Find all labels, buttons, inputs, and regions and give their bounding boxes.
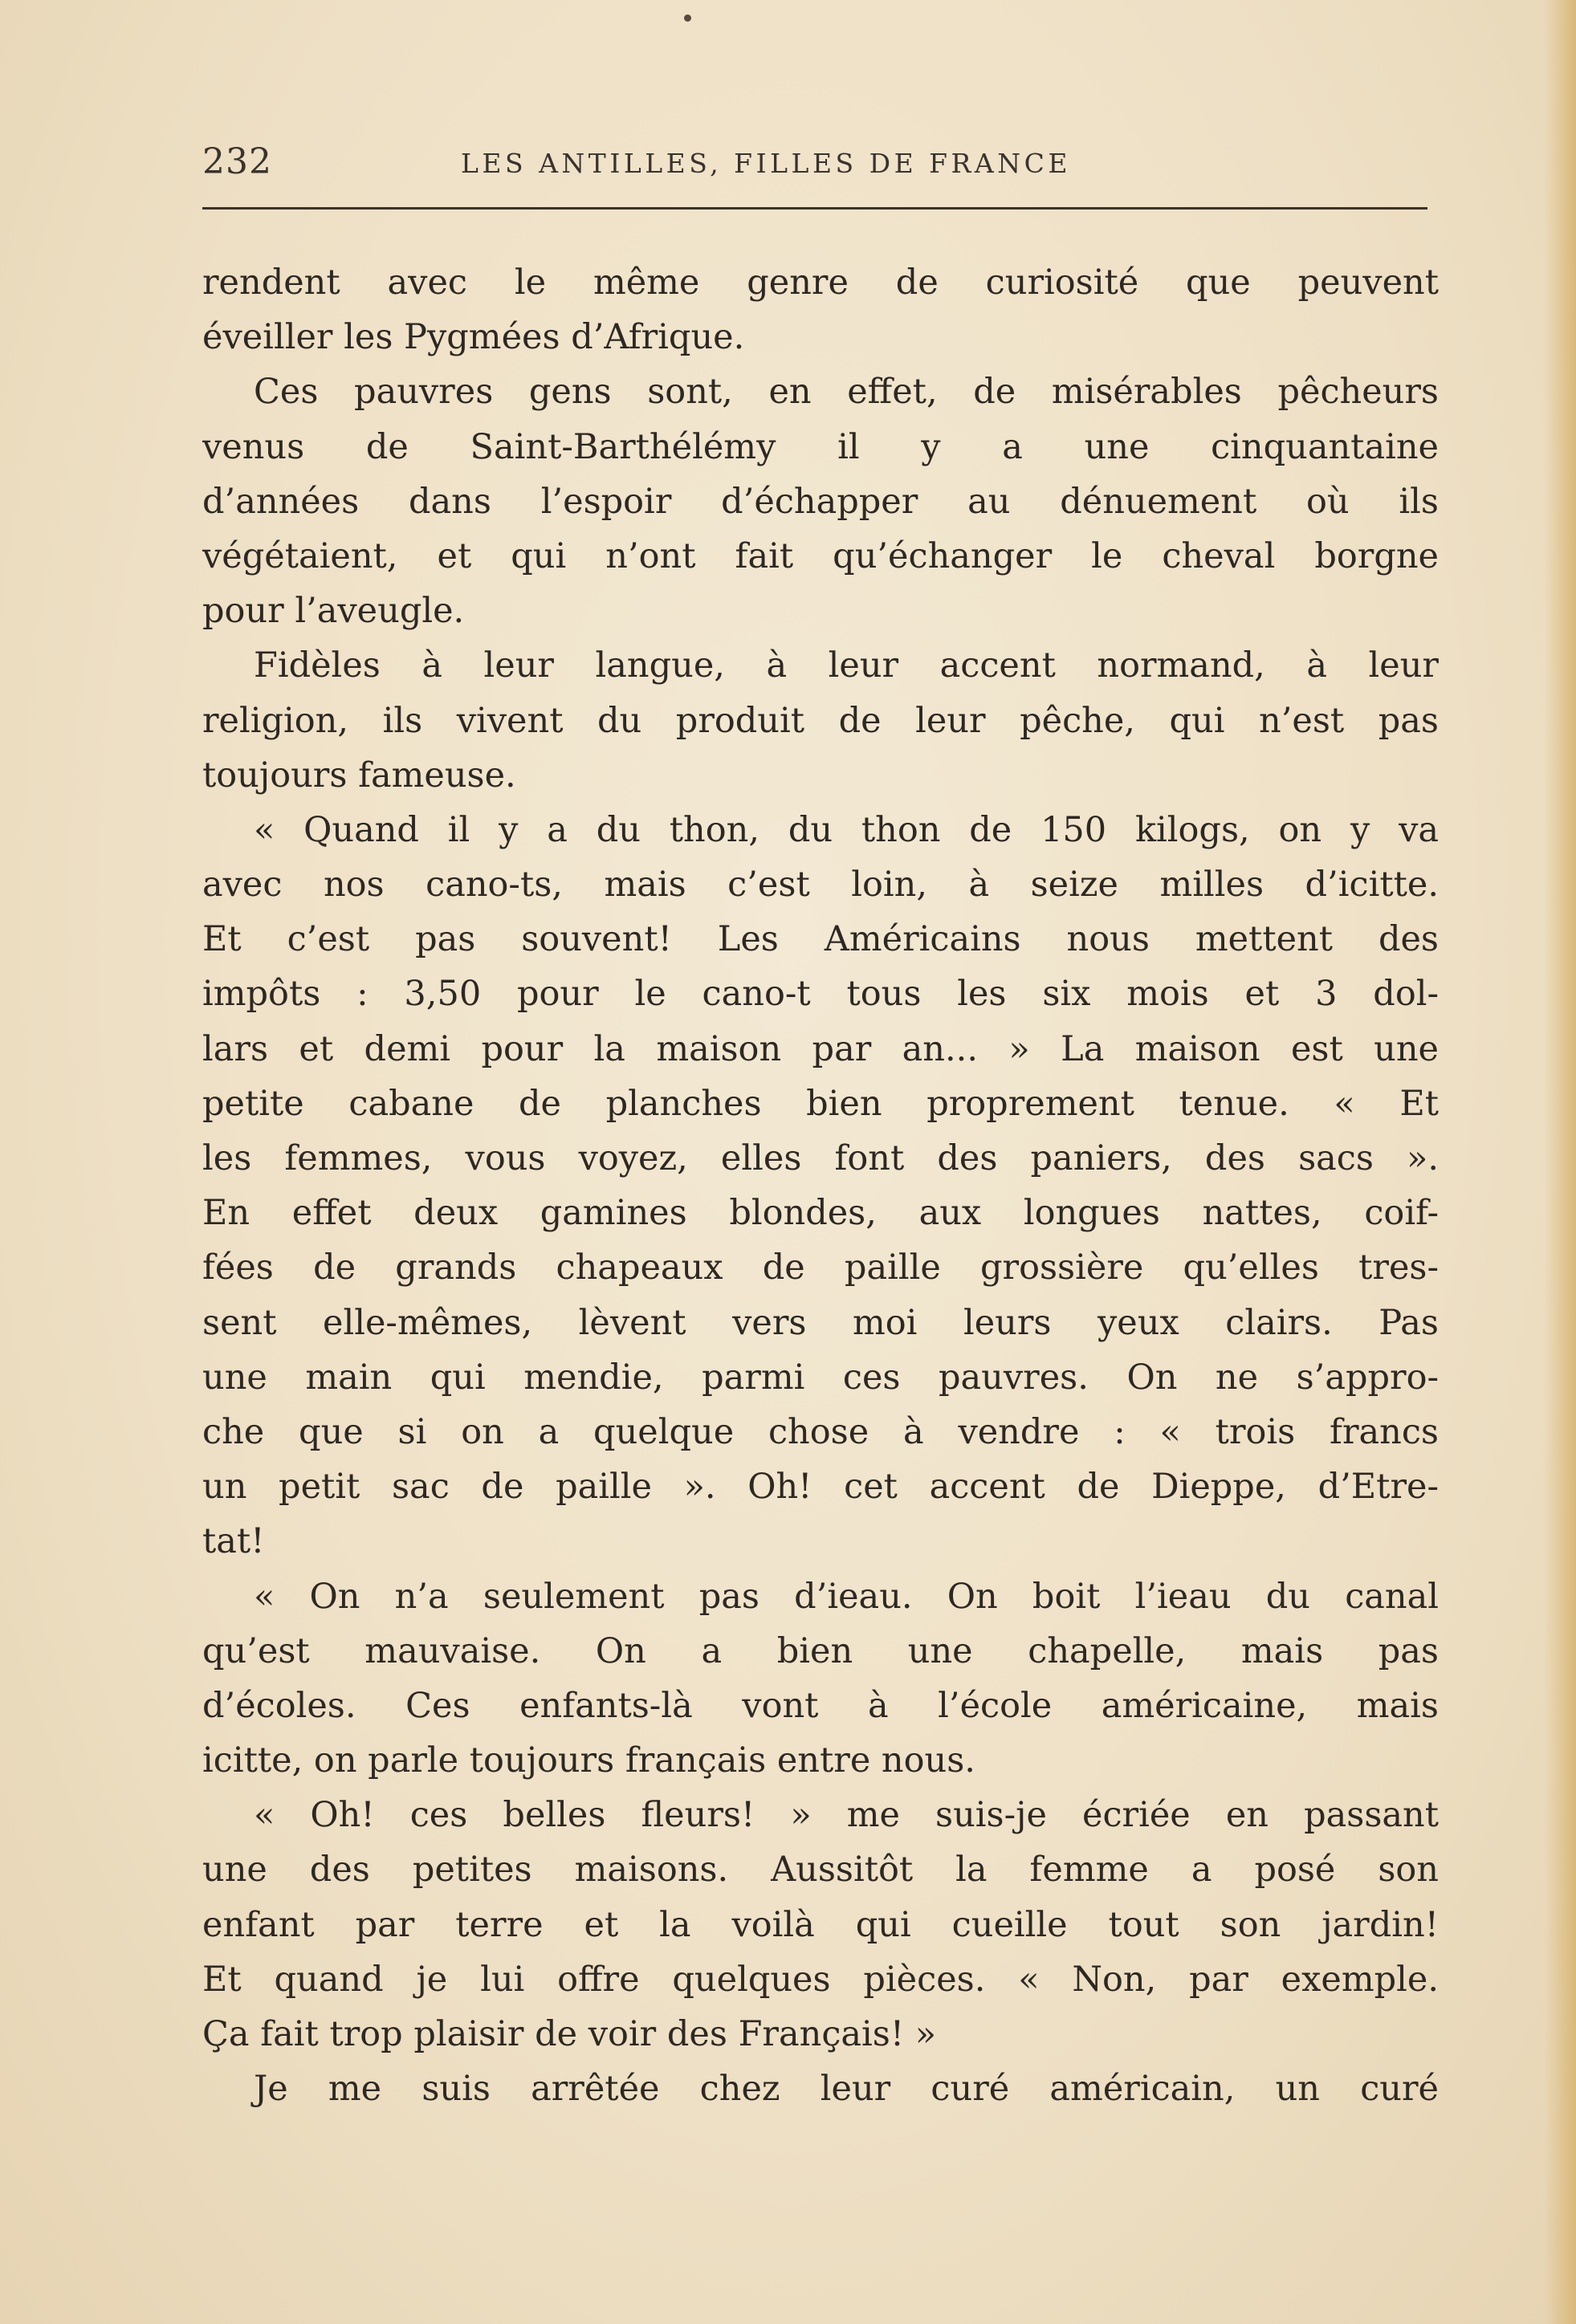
text-line: sent elle-mêmes, lèvent vers moi leurs yeux clairs. Pas	[202, 1302, 1439, 1343]
text-line: che que si on a quelque chose à vendre : « trois francs	[202, 1411, 1439, 1452]
text-line: religion, ils vivent du produit de leur pêche, qui n’est pas	[202, 700, 1439, 741]
text-line: Ces pauvres gens sont, en effet, de misérables pêcheurs	[254, 372, 1439, 413]
text-line: enfant par terre et la voilà qui cueille tout son jardin!	[202, 1904, 1439, 1945]
text-line: petite cabane de planches bien proprement tenue. « Et	[202, 1083, 1439, 1124]
text-line: Et quand je lui offre quelques pièces. « Non, par exemple.	[202, 1959, 1439, 2000]
text-line: les femmes, vous voyez, elles font des paniers, des sacs ».	[202, 1138, 1439, 1178]
page-header	[202, 135, 1439, 191]
text-line: rendent avec le même genre de curiosité que peuvent	[202, 263, 1439, 303]
text-line: une main qui mendie, parmi ces pauvres. On ne s’appro-	[202, 1357, 1439, 1398]
text-line: Et c’est pas souvent! Les Américains nous mettent des	[202, 919, 1439, 960]
text-line: En effet deux gamines blondes, aux longues nattes, coif-	[202, 1193, 1439, 1234]
text-line: pour l’aveugle.	[202, 591, 465, 632]
ink-speck	[684, 14, 691, 22]
text-line: une des petites maisons. Aussitôt la femme a posé son	[202, 1850, 1439, 1891]
text-line: lars et demi pour la maison par an... » La maison est une	[202, 1028, 1439, 1069]
text-line: qu’est mauvaise. On a bien une chapelle, mais pas	[202, 1630, 1439, 1671]
text-line: d’années dans l’espoir d’échapper au dénuement où ils	[202, 481, 1439, 522]
text-line: fées de grands chapeaux de paille grossière qu’elles tres-	[202, 1247, 1439, 1288]
text-line: avec nos cano-ts, mais c’est loin, à seize milles d’icitte.	[202, 865, 1439, 906]
text-line: icitte, on parle toujours français entre nous.	[202, 1740, 975, 1781]
running-title: LES ANTILLES, FILLES DE FRANCE	[461, 148, 1071, 179]
text-line: toujours fameuse.	[202, 755, 516, 796]
page-edge-shading	[1544, 0, 1576, 2324]
text-line: venus de Saint-Barthélémy il y a une cinquantaine	[202, 426, 1439, 467]
text-line: un petit sac de paille ». Oh! cet accent de Dieppe, d’Etre-	[202, 1467, 1439, 1508]
text-line: végétaient, et qui n’ont fait qu’échanger le cheval borgne	[202, 535, 1439, 576]
text-line: tat!	[202, 1521, 265, 1562]
body-text	[202, 255, 1439, 2116]
text-line: « Oh! ces belles fleurs! » me suis-je écriée en passant	[254, 1795, 1439, 1836]
header-rule	[202, 207, 1427, 210]
text-line: éveiller les Pygmées d’Afrique.	[202, 317, 745, 358]
page-number: 232	[202, 141, 272, 182]
text-line: d’écoles. Ces enfants-là vont à l’école américaine, mais	[202, 1685, 1439, 1726]
text-line: « On n’a seulement pas d’ieau. On boit l’ieau du canal	[254, 1576, 1439, 1617]
text-line: Fidèles à leur langue, à leur accent normand, à leur	[254, 645, 1439, 686]
text-line: impôts : 3,50 pour le cano-t tous les six mois et 3 dol-	[202, 974, 1439, 1015]
text-line: Ça fait trop plaisir de voir des Français! »	[202, 2014, 937, 2054]
text-line: Je me suis arrêtée chez leur curé américain, un curé	[254, 2069, 1439, 2110]
text-line: « Quand il y a du thon, du thon de 150 kilogs, on y va	[254, 809, 1439, 850]
